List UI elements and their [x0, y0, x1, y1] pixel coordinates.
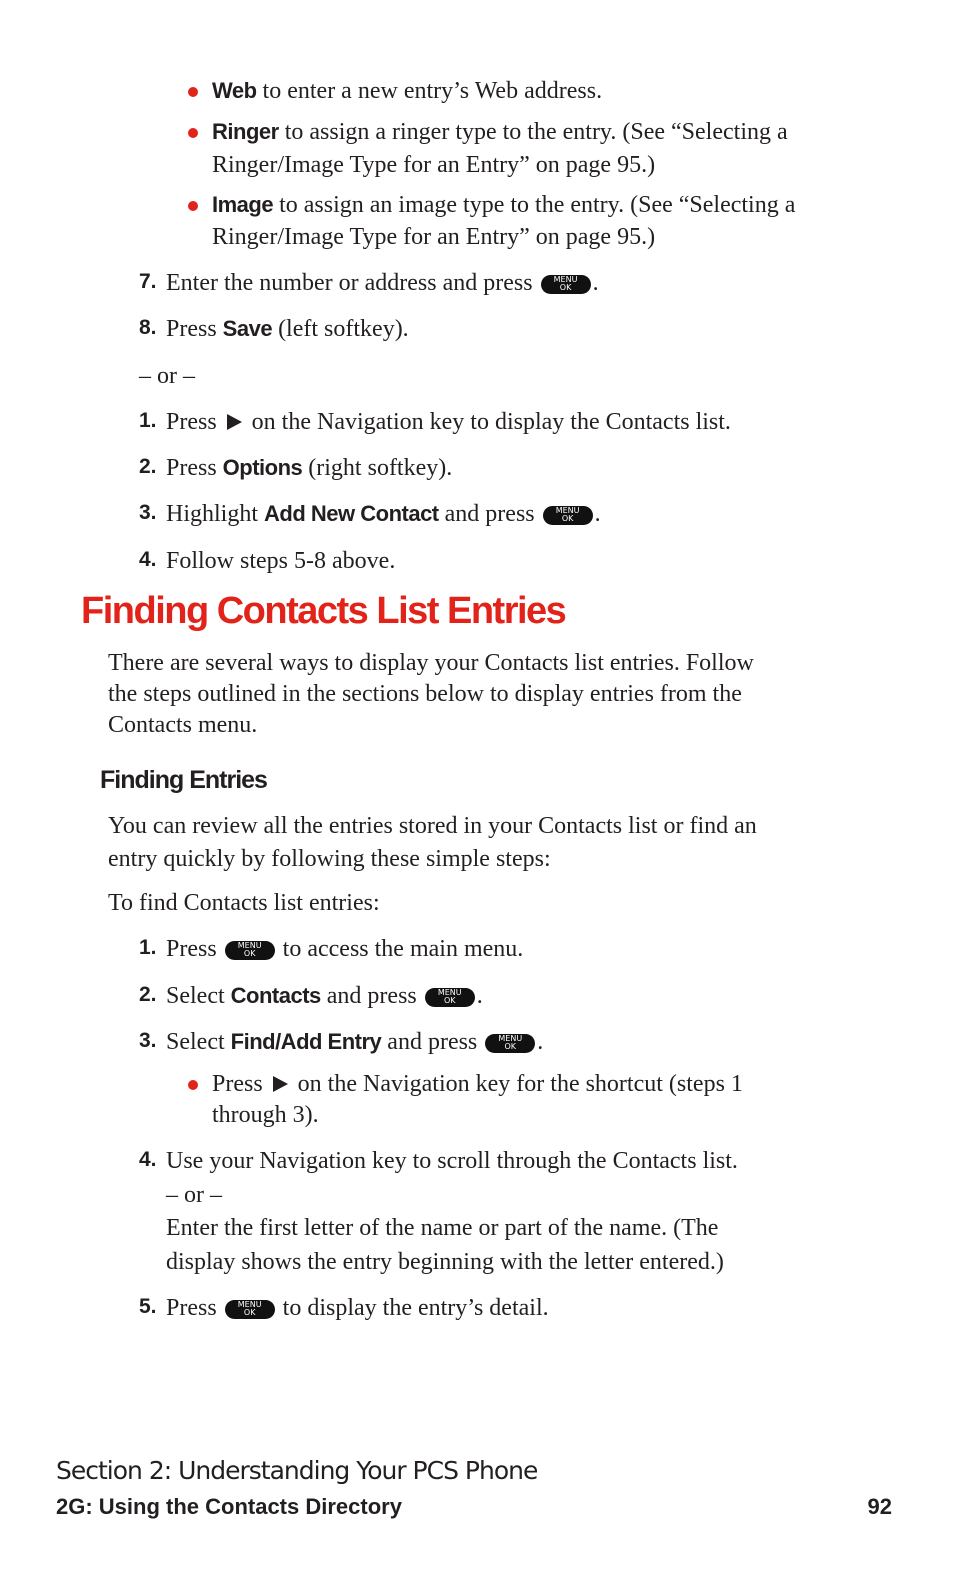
- step-number: 5.: [139, 1295, 157, 1318]
- step-c4-or: – or –: [166, 1182, 222, 1208]
- menu-ok-key-icon: MENU OK: [543, 506, 593, 525]
- subsection-title: Finding Entries: [100, 766, 267, 794]
- step-number: 3.: [139, 501, 157, 524]
- term-ringer: Ringer: [212, 119, 279, 144]
- intro-line-3: Contacts menu.: [108, 712, 258, 738]
- intro-line-2: the steps outlined in the sections below to display entries from the: [108, 681, 742, 707]
- step-number: 7.: [139, 270, 157, 293]
- step-c2: Select Contacts and press MENU OK .: [166, 983, 483, 1009]
- shortcut-bullet-cont: through 3).: [212, 1102, 319, 1128]
- step-number: 1.: [139, 936, 157, 959]
- step-number: 2.: [139, 455, 157, 478]
- footer-chapter: 2G: Using the Contacts Directory: [56, 1494, 402, 1519]
- or-separator: – or –: [139, 363, 195, 389]
- bullet-web: Web to enter a new entry’s Web address.: [212, 78, 603, 104]
- bullet-dot: [188, 1080, 198, 1090]
- step-b1: Press on the Navigation key to display the Contacts list.: [166, 409, 731, 435]
- to-find-label: To find Contacts list entries:: [108, 890, 380, 916]
- menu-ok-key-icon: MENU OK: [485, 1034, 535, 1053]
- step-number: 4.: [139, 548, 157, 571]
- section-title: Finding Contacts List Entries: [81, 590, 566, 632]
- term-save: Save: [222, 316, 273, 341]
- step-b4: Follow steps 5-8 above.: [166, 548, 396, 574]
- step-c4-line-1: Use your Navigation key to scroll through the Contacts list.: [166, 1148, 738, 1174]
- step-number: 1.: [139, 409, 157, 432]
- step-c5: Press MENU OK to display the entry’s detail.: [166, 1295, 549, 1321]
- review-line-2: entry quickly by following these simple steps:: [108, 846, 551, 872]
- term-contacts: Contacts: [230, 983, 321, 1008]
- nav-right-arrow-icon: [273, 1076, 288, 1092]
- menu-ok-key-icon: MENU OK: [225, 941, 275, 960]
- step-number: 4.: [139, 1148, 157, 1171]
- step-7: Enter the number or address and press MENU OK .: [166, 270, 599, 296]
- bullet-dot: [188, 128, 198, 138]
- bullet-dot: [188, 201, 198, 211]
- menu-ok-key-icon: MENU OK: [225, 1300, 275, 1319]
- nav-right-arrow-icon: [227, 414, 242, 430]
- page-number: 92: [867, 1494, 892, 1519]
- step-c1: Press MENU OK to access the main menu.: [166, 936, 524, 962]
- step-b3: Highlight Add New Contact and press MENU OK .: [166, 501, 601, 527]
- menu-ok-key-icon: MENU OK: [425, 988, 475, 1007]
- step-c3: Select Find/Add Entry and press MENU OK .: [166, 1029, 544, 1055]
- intro-line-1: There are several ways to display your Contacts list entries. Follow: [108, 650, 754, 676]
- term-options: Options: [222, 455, 303, 480]
- bullet-image: Image to assign an image type to the entry. (See “Selecting a: [212, 192, 796, 218]
- term-find-add-entry: Find/Add Entry: [230, 1029, 382, 1054]
- menu-ok-key-icon: MENU OK: [541, 275, 591, 294]
- term-web: Web: [212, 78, 257, 103]
- step-c4-line-4: display shows the entry beginning with the letter entered.): [166, 1249, 724, 1275]
- step-8: Press Save (left softkey).: [166, 316, 409, 342]
- step-number: 3.: [139, 1029, 157, 1052]
- term-add-new-contact: Add New Contact: [264, 501, 439, 526]
- step-b2: Press Options (right softkey).: [166, 455, 453, 481]
- shortcut-bullet: Press on the Navigation key for the shortcut (steps 1: [212, 1071, 743, 1097]
- step-c4-line-3: Enter the first letter of the name or part of the name. (The: [166, 1215, 719, 1241]
- bullet-ringer: Ringer to assign a ringer type to the entry. (See “Selecting a: [212, 119, 788, 145]
- bullet-ringer-cont: Ringer/Image Type for an Entry” on page 95.): [212, 152, 656, 178]
- footer-section: Section 2: Understanding Your PCS Phone: [56, 1456, 538, 1485]
- bullet-image-cont: Ringer/Image Type for an Entry” on page 95.): [212, 224, 656, 250]
- term-image: Image: [212, 192, 274, 217]
- bullet-dot: [188, 87, 198, 97]
- step-number: 8.: [139, 316, 157, 339]
- review-line-1: You can review all the entries stored in your Contacts list or find an: [108, 813, 757, 839]
- step-number: 2.: [139, 983, 157, 1006]
